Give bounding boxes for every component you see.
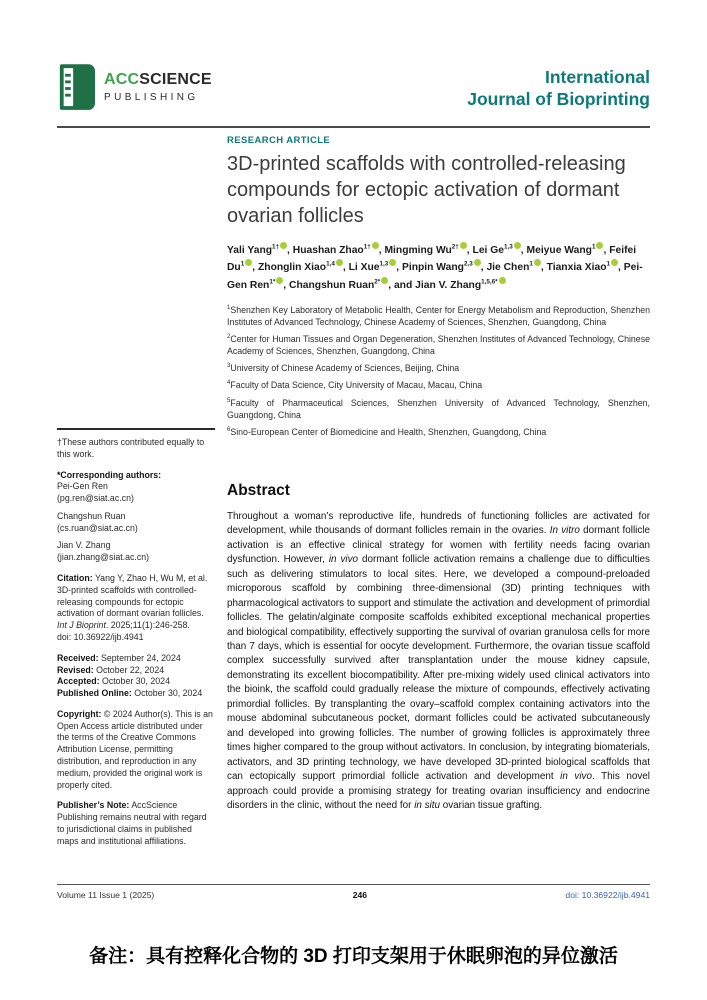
author-name: Mingming Wu xyxy=(384,245,452,256)
author-sep: , xyxy=(466,245,473,256)
abstract-segment: . This novel approach could provide a promising strategy for treating ovarian insufficiency and endocrine disorders in the clinic, without the need for xyxy=(227,771,650,811)
orcid-icon[interactable] xyxy=(499,277,506,284)
citation-journal: Int J Bioprint xyxy=(57,620,106,631)
page-footer xyxy=(57,884,650,900)
author-name: Feifei Du xyxy=(227,245,637,274)
affiliation xyxy=(227,362,650,374)
corresponding-author-name: Pei-Gen Ren xyxy=(57,481,108,492)
author-sep: , xyxy=(480,262,487,274)
author xyxy=(394,280,506,291)
author xyxy=(402,262,486,273)
author-sep: , xyxy=(388,279,394,291)
margin-notes-divider xyxy=(57,428,215,430)
date-row xyxy=(57,665,215,677)
author-sep: , xyxy=(603,245,610,256)
corresponding-author-email: (pg.ren@siat.ac.cn) xyxy=(57,493,134,504)
abstract-segment-italic: in vivo xyxy=(328,554,359,566)
affiliation-text: University of Chinese Academy of Sciences, Beijing, China xyxy=(230,363,460,374)
author-sup: 1 xyxy=(591,243,596,251)
affiliation-sup: 1 xyxy=(227,304,231,311)
author-sup: 1* xyxy=(269,278,276,286)
book-icon xyxy=(57,64,95,119)
copyright-label: Copyright: xyxy=(57,708,102,719)
author-name: Jie Chen xyxy=(486,262,530,274)
affiliation-text: Faculty of Pharmaceutical Sciences, Shenzhen University of Advanced Technology, Shenzhen, Guangdong, China xyxy=(227,397,650,420)
orcid-icon[interactable] xyxy=(460,242,467,249)
corresponding-author-name: Changshun Ruan xyxy=(57,510,126,521)
author-sup: 1 xyxy=(529,260,533,268)
affiliation-text: Faculty of Data Science, City University of Macau, Macau, China xyxy=(230,380,483,391)
affiliation-sup: 6 xyxy=(227,426,231,433)
abstract-segment: dormant follicle activation remains a challenge due to difficulties such as delivering stimulators to local sites. Here, we developed a compound-preloaded microporous scaffold by combining three-dimensional (3D) printing techniques with pharmacological activators to support and stimulate the activation and development of primordial follicles. The gelatin/alginate composite scaffolds exhibited exceptional mechanical properties and biological compatibility, effectively supporting the survival of ovarian granulosa cells for more than 7 days, which is essential for oocyte development. Furthermore, the ovarian tissue scaffold complex successfully survived after transplantation under the mouse kidney capsule, demonstrating its excellent biocompatibility. After pre-mixing widely used clinical activators into the bioink, the scaffold could gradually release the mixture of compounds, effectively activating primordial follicles. By transplanting the ovary–scaffold complex containing activators into the mouse abdominal subcutaneous pocket, dormant follicles could be activated subcutaneously and developed into growing follicles. The number of growing follicles is approximately three times higher compared to the group without activators. In conclusion, by integrating biomaterials, activators, and 3D printing technology, we have developed 3D-printed biological scaffolds that can ectopically support primordial follicle activation and development xyxy=(227,554,650,783)
article-title: 3D-printed scaffolds with controlled-releasing compounds for ectopic activation of dormant ovarian follicles xyxy=(227,153,626,227)
date-label: Received: xyxy=(57,652,99,663)
abstract-segment: dormant follicle activation is an effective clinical strategy for women with fertility needs facing ovarian dysfunction. However, xyxy=(227,525,650,566)
orcid-icon[interactable] xyxy=(336,259,343,266)
affiliation-text: Shenzhen Key Laboratory of Metabolic Health, Center for Energy Metabolism and Reproduction, Shenzhen Institutes of Advanced Technology, Chinese Academy of Sciences, Shenzhen, Guangdong, China xyxy=(227,304,650,327)
author-sup: 1 xyxy=(606,260,611,268)
affiliation-sup: 4 xyxy=(227,380,231,387)
date-value: October 22, 2024 xyxy=(96,664,165,675)
author-sup: 1,3 xyxy=(504,243,513,251)
footer-doi-link[interactable]: doi: 10.36922/ijb.4941 xyxy=(565,890,650,900)
author-sep: , xyxy=(252,262,258,274)
publisher-name-science: SCIENCE xyxy=(139,71,212,88)
author xyxy=(486,262,546,273)
article-type-label: RESEARCH ARTICLE xyxy=(227,135,331,146)
author xyxy=(293,245,385,256)
author-name: Li Xue xyxy=(348,262,380,274)
affiliation xyxy=(227,333,650,357)
article-main xyxy=(227,135,650,856)
date-label: Published Online: xyxy=(57,688,132,699)
chinese-annotation: 备注：具有控释化合物的 3D 打印支架用于休眠卵泡的异位激活 xyxy=(89,946,618,967)
publisher-name-line2: PUBLISHING xyxy=(104,92,199,103)
copyright-block xyxy=(57,709,215,791)
author-sup: 1,5,6* xyxy=(481,278,498,286)
date-value: September 24, 2024 xyxy=(101,652,181,663)
corresponding-author xyxy=(57,540,215,564)
author xyxy=(384,245,472,256)
affiliation-text: Center for Human Tissues and Organ Degeneration, Shenzhen Institutes of Advanced Technology, Chinese Academy of Sciences, Shenzhen, Guangdong, China xyxy=(227,334,650,357)
date-row xyxy=(57,653,215,665)
author-sup: 1,4 xyxy=(326,260,335,268)
publisher-name xyxy=(104,64,212,103)
orcid-icon[interactable] xyxy=(514,242,521,249)
author-sep: , xyxy=(540,262,547,274)
abstract-text xyxy=(227,510,650,814)
author xyxy=(349,262,402,273)
author-name: Pinpin Wang xyxy=(401,262,464,274)
page-number: 246 xyxy=(352,890,368,900)
citation-tail: . 2025;11(1):246-258. xyxy=(105,620,190,631)
author-name: Zhonglin Xiao xyxy=(257,262,327,274)
author-sup: 1 xyxy=(240,260,245,268)
article-dates-block xyxy=(57,653,215,700)
author-name: Huashan Zhao xyxy=(292,245,364,256)
author xyxy=(289,280,394,291)
author xyxy=(258,262,349,273)
author xyxy=(473,245,527,256)
publisher-note-block xyxy=(57,800,215,847)
affiliation-list xyxy=(227,304,650,438)
author-sep: , xyxy=(342,262,349,274)
author-sup: 2* xyxy=(374,278,381,286)
author-sep: , xyxy=(618,262,624,274)
date-label: Accepted: xyxy=(57,676,100,687)
citation-doi: doi: 10.36922/ijb.4941 xyxy=(57,631,144,642)
affiliation xyxy=(227,304,650,328)
date-value: October 30, 2024 xyxy=(101,676,170,687)
orcid-icon[interactable] xyxy=(372,242,379,249)
journal-title-line2: Journal of Bioprinting xyxy=(467,89,650,110)
date-row xyxy=(57,676,215,688)
author-sep: , xyxy=(520,245,527,256)
abstract-segment-italic: in vivo xyxy=(560,771,592,783)
affiliation-sup: 5 xyxy=(227,397,231,404)
author-sup: 1,3 xyxy=(379,260,389,268)
publisher-note-text: AccScience Publishing remains neutral with regard to jurisdictional claims in published maps and institutional affiliations. xyxy=(57,800,207,846)
author-sup: 1† xyxy=(363,243,371,251)
author-sup: 1† xyxy=(272,243,280,251)
author-name: Meiyue Wang xyxy=(526,245,592,256)
date-value: October 30, 2024 xyxy=(134,688,203,699)
date-row xyxy=(57,688,215,700)
author-sep: , xyxy=(287,245,293,256)
affiliation xyxy=(227,426,650,438)
author-name: Pei-Gen Ren xyxy=(227,262,643,291)
author-name: Lei Ge xyxy=(472,245,505,256)
equal-contribution-note: †These authors contributed equally to this work. xyxy=(57,437,205,459)
author-name: Tianxia Xiao xyxy=(546,262,607,274)
author-name: Jian V. Zhang xyxy=(415,279,482,291)
abstract-segment: Throughout a woman’s reproductive life, hundreds of functioning follicles are activated for development, while thousands of dormant follicles remain in the ovaries. xyxy=(227,510,650,537)
corresponding-author xyxy=(57,511,215,535)
author-sup: 2† xyxy=(451,243,459,251)
corresponding-authors-block xyxy=(57,470,215,564)
abstract-segment-italic: in situ xyxy=(414,799,440,811)
author-prefix: and xyxy=(393,279,416,291)
copyright-text: © 2024 Author(s). This is an Open Access article distributed under the terms of the Creative Commons Attribution License, permitting distribution, and reproduction in any medium, provided the original work is properly cited. xyxy=(57,708,213,790)
corresponding-author-email: (cs.ruan@siat.ac.cn) xyxy=(57,522,138,533)
affiliation xyxy=(227,397,650,421)
journal-title-line1: International xyxy=(544,67,650,87)
affiliation-text: Sino-European Center of Biomedicine and Health, Shenzhen, Guangdong, China xyxy=(230,426,547,437)
orcid-icon[interactable] xyxy=(474,259,481,266)
abstract-segment: ovarian tissue grafting. xyxy=(439,799,543,811)
publisher-name-acc: ACC xyxy=(104,71,140,88)
publisher-logo xyxy=(57,64,212,119)
affiliation-sup: 3 xyxy=(227,363,231,370)
author-sep: , xyxy=(396,262,402,274)
author-name: Changshun Ruan xyxy=(289,279,375,291)
publisher-note-label: Publisher’s Note: xyxy=(57,800,130,811)
author-sep: , xyxy=(283,279,290,291)
corresponding-author-email: (jian.zhang@siat.ac.cn) xyxy=(57,552,150,563)
affiliation xyxy=(227,379,650,391)
page-header xyxy=(57,0,650,119)
citation-block xyxy=(57,573,215,644)
orcid-icon[interactable] xyxy=(611,259,618,266)
affiliation-sup: 2 xyxy=(227,334,231,341)
author-sup: 2,3 xyxy=(463,260,473,268)
author-name: Yali Yang xyxy=(227,245,273,256)
author xyxy=(527,245,610,256)
citation-text: Yang Y, Zhao H, Wu M, et al. 3D-printed scaffolds with controlled-releasing compounds for ectopic activation of dormant ovarian follicles. xyxy=(57,573,208,619)
orcid-icon[interactable] xyxy=(280,242,287,249)
header-divider xyxy=(57,126,650,128)
journal-title xyxy=(467,64,650,111)
corresponding-authors-label: *Corresponding authors: xyxy=(57,469,162,480)
author-sep: , xyxy=(378,245,385,256)
publisher-name-line1 xyxy=(104,71,212,89)
corresponding-author xyxy=(57,481,215,505)
orcid-icon[interactable] xyxy=(534,259,541,266)
author-list xyxy=(227,242,650,294)
abstract-heading: Abstract xyxy=(227,481,290,499)
abstract-segment-italic: In vitro xyxy=(549,525,580,537)
footer-volume: Volume 11 Issue 1 (2025) xyxy=(57,890,155,900)
corresponding-author-name: Jian V. Zhang xyxy=(57,540,111,551)
citation-label: Citation: xyxy=(57,573,93,584)
author xyxy=(227,245,293,256)
date-label: Revised: xyxy=(57,664,94,675)
margin-notes xyxy=(57,428,215,856)
author xyxy=(547,262,624,273)
